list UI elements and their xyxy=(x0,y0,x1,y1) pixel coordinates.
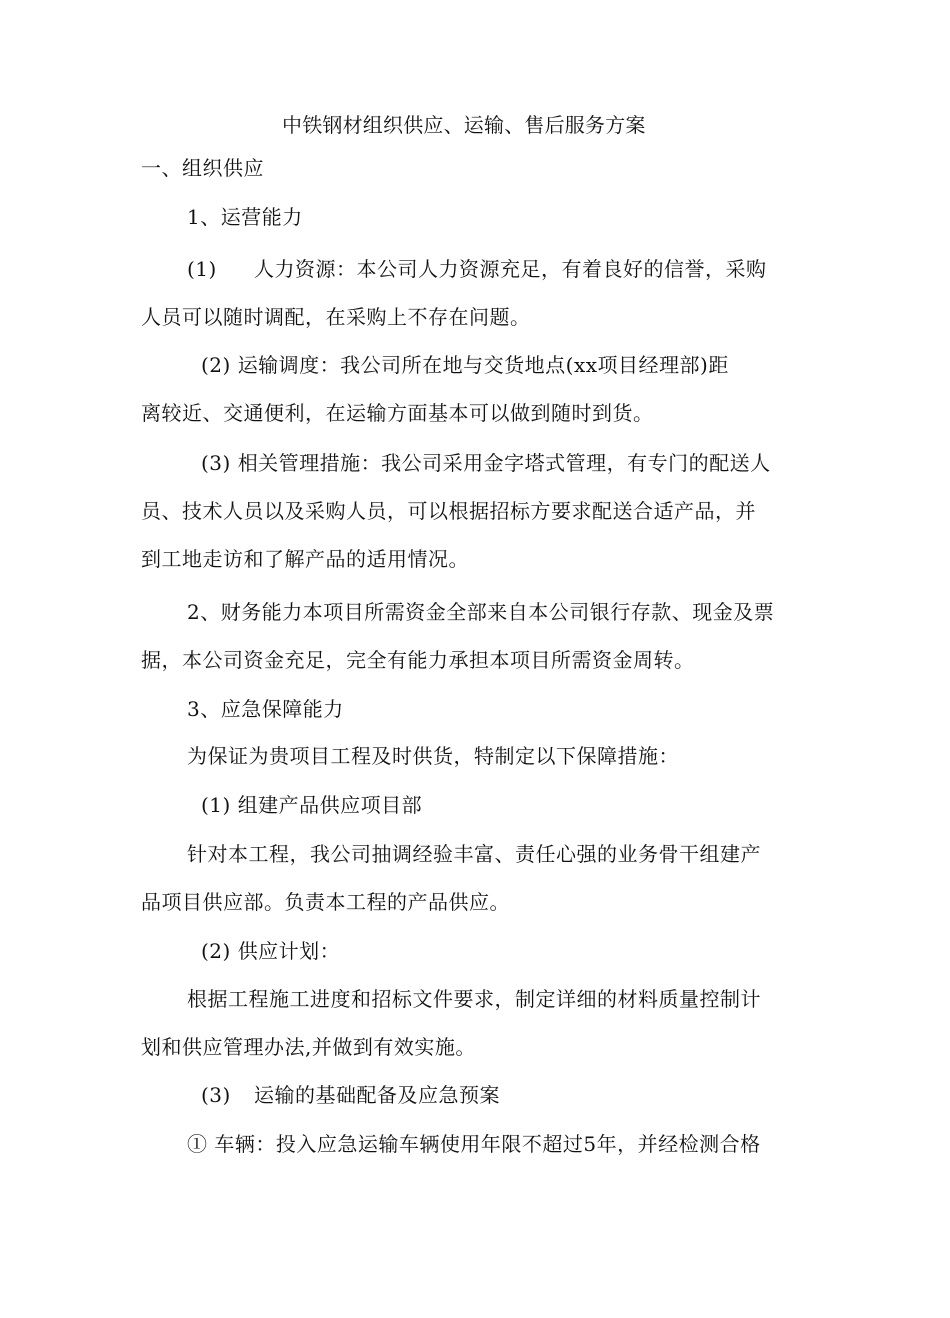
paragraph-line: 根据工程施工进度和招标文件要求，制定详细的材料质量控制计 xyxy=(187,987,761,1011)
paragraph-line: 为保证为贵项目工程及时供货，特制定以下保障措施： xyxy=(187,744,679,768)
item-heading: (1) 组建产品供应项目部 xyxy=(201,793,423,817)
paragraph-line: 针对本工程，我公司抽调经验丰富、责任心强的业务骨干组建产 xyxy=(187,842,761,866)
paragraph-line: 划和供应管理办法,并做到有效实施。 xyxy=(141,1035,476,1059)
paragraph-line: ① 车辆：投入应急运输车辆使用年限不超过5年，并经检测合格 xyxy=(187,1132,761,1156)
paragraph-line: 人力资源：本公司人力资源充足，有着良好的信誉，采购 xyxy=(254,257,767,281)
paragraph-line: 2、财务能力本项目所需资金全部来自本公司银行存款、现金及票 xyxy=(187,600,775,624)
paragraph-line: (3) 相关管理措施：我公司采用金字塔式管理，有专门的配送人 xyxy=(201,451,771,475)
item-heading: (2) 供应计划： xyxy=(201,939,341,963)
item-number-3: (3) xyxy=(201,1083,231,1107)
paragraph-line: 到工地走访和了解产品的适用情况。 xyxy=(141,547,469,571)
paragraph-line: 员、技术人员以及采购人员，可以根据招标方要求配送合适产品，并 xyxy=(141,499,756,523)
paragraph-line: 据，本公司资金充足，完全有能力承担本项目所需资金周转。 xyxy=(141,648,695,672)
item-number-1: (1) xyxy=(187,257,217,281)
item-heading: 运输的基础配备及应急预案 xyxy=(254,1083,500,1107)
paragraph-line: 人员可以随时调配，在采购上不存在问题。 xyxy=(141,305,531,329)
paragraph-line: (2) 运输调度：我公司所在地与交货地点(xx项目经理部)距 xyxy=(201,353,729,377)
subsection-heading-emergency-capacity: 3、应急保障能力 xyxy=(187,697,344,721)
paragraph-line: 离较近、交通便利，在运输方面基本可以做到随时到货。 xyxy=(141,401,654,425)
section-heading-organization-supply: 一、组织供应 xyxy=(141,156,264,180)
subsection-heading-operating-capacity: 1、运营能力 xyxy=(187,205,303,229)
document-title: 中铁钢材组织供应、运输、售后服务方案 xyxy=(282,113,646,137)
paragraph-line: 品项目供应部。负责本工程的产品供应。 xyxy=(141,890,510,914)
